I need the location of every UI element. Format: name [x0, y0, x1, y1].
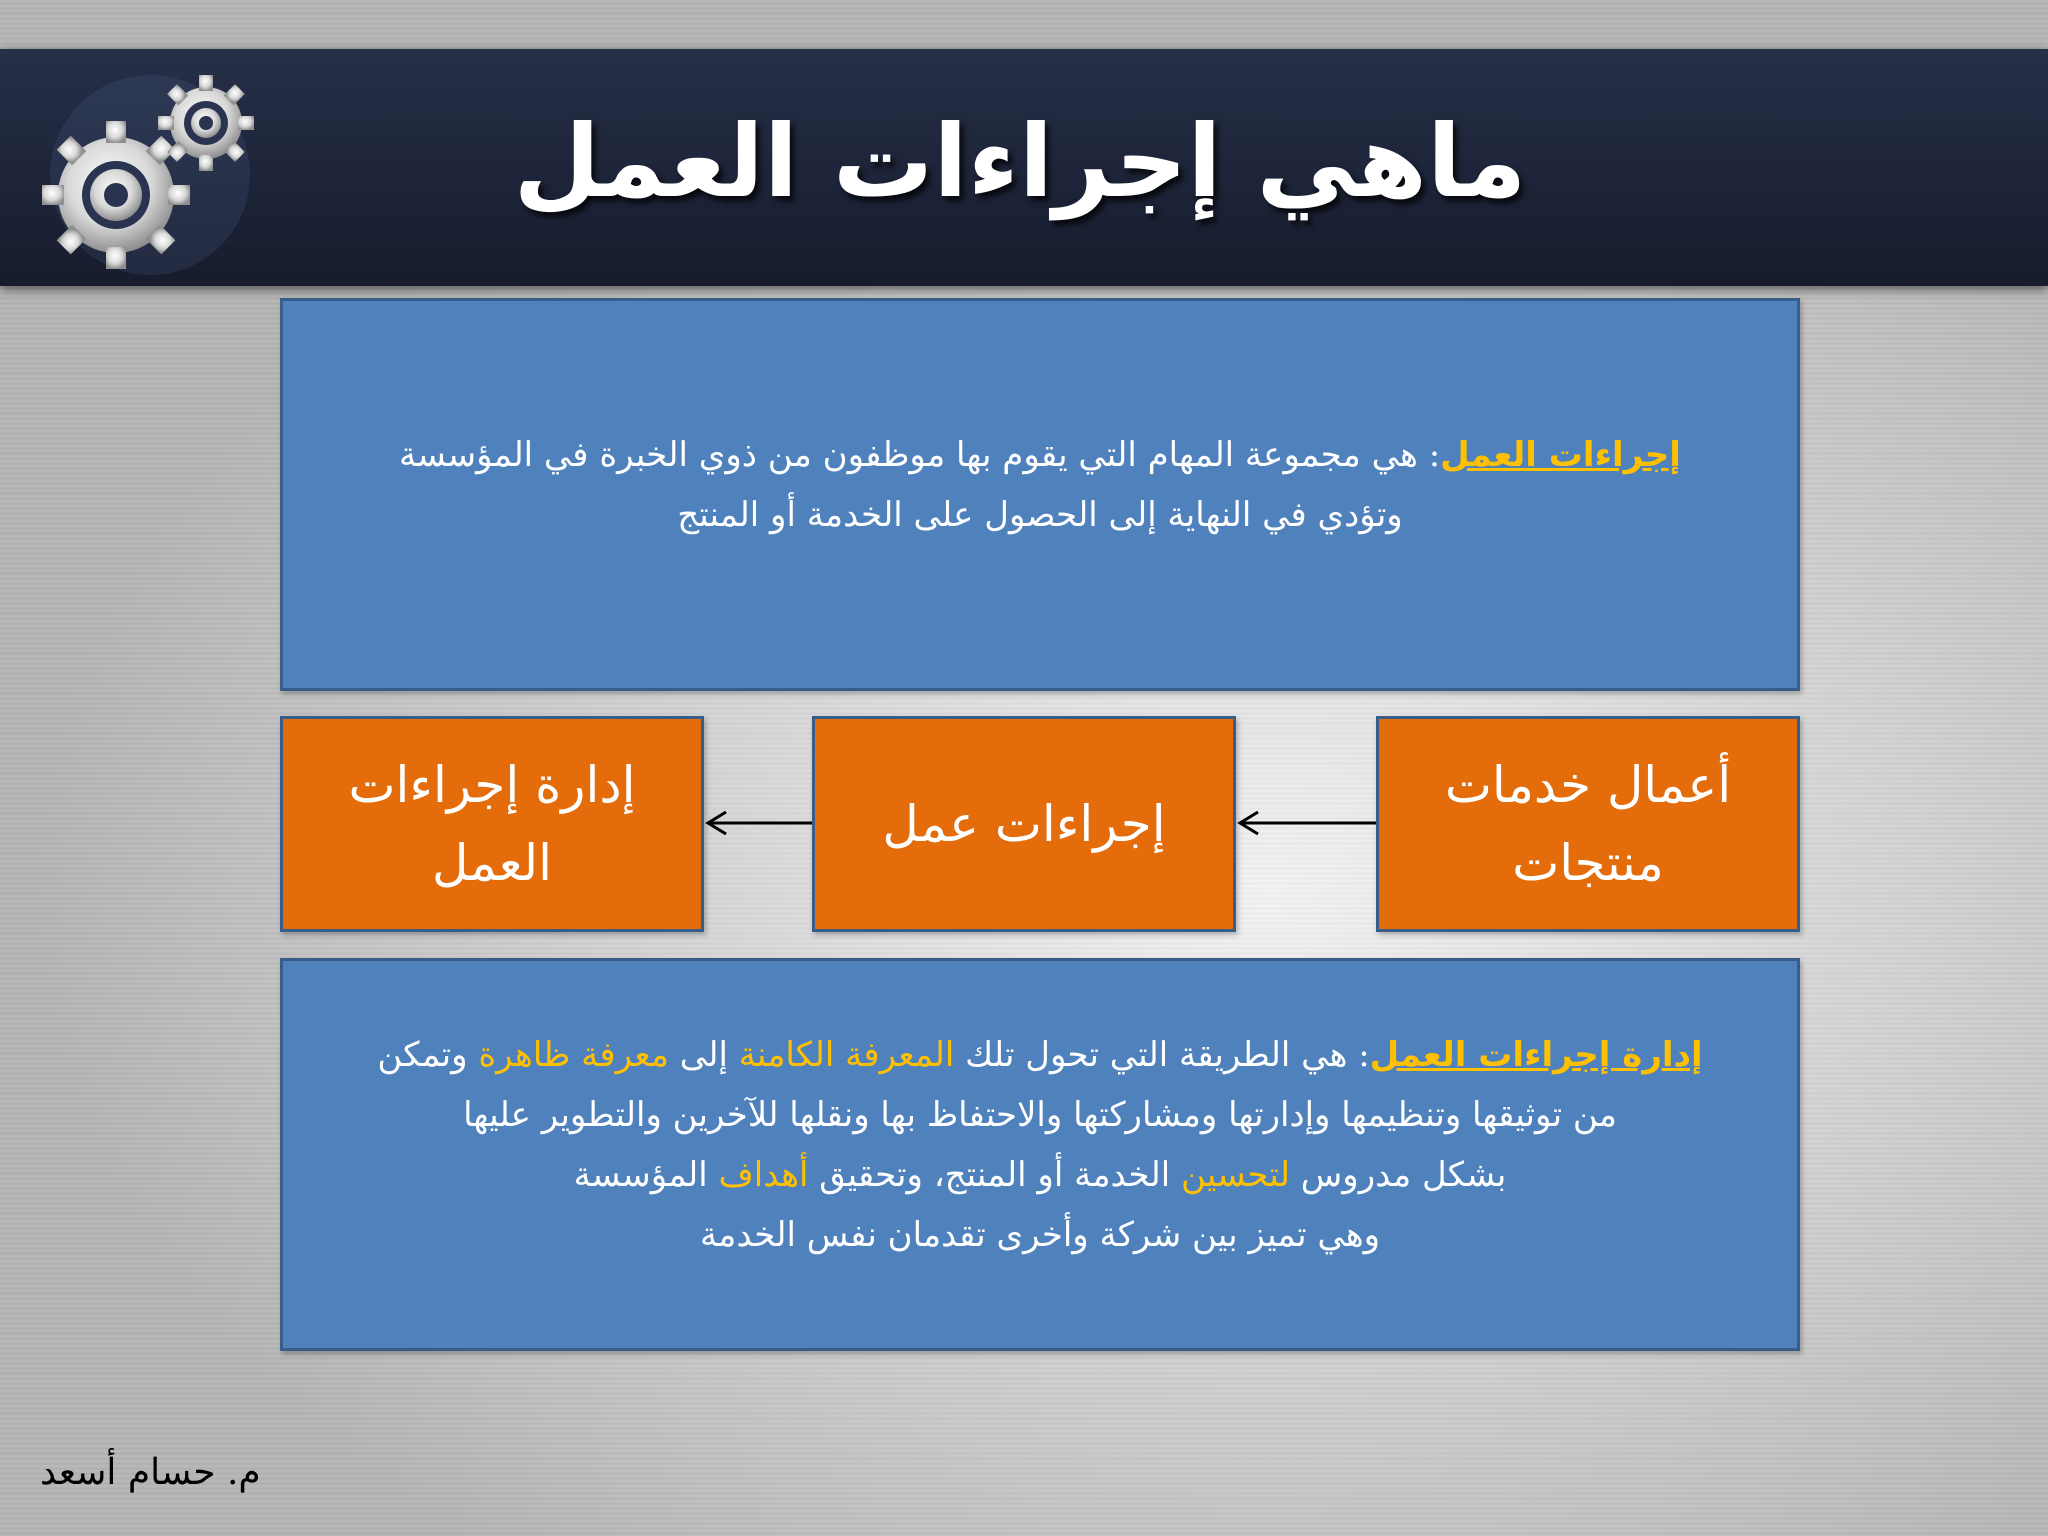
gears-icon	[10, 55, 290, 285]
arrow-left-icon	[1236, 810, 1376, 836]
management-line-1	[300, 1025, 1780, 1085]
management-seg-1: : هي الطريقة التي تحول تلك	[954, 1034, 1370, 1075]
management-line-2: من توثيقها وتنظيمها وإدارتها ومشاركتها والاحتفاظ بها ونقلها للآخرين والتطوير عليها	[463, 1094, 1617, 1135]
management-line-3-b: الخدمة أو المنتج، وتحقيق	[808, 1154, 1181, 1195]
definition-line-2: وتؤدي في النهاية إلى الحصول على الخدمة أو المنتج	[677, 494, 1403, 535]
management-definition-box	[280, 958, 1800, 1351]
definition-line-1-rest: : هي مجموعة المهام التي يقوم بها موظفون من ذوي الخبرة في المؤسسة	[399, 434, 1441, 475]
definition-text	[320, 425, 1760, 545]
author-credit: م. حسام أسعد	[40, 1452, 261, 1493]
flow-box-procedure-management	[280, 716, 704, 932]
flow-box-business-services	[1376, 716, 1800, 932]
management-seg-2: إلى	[668, 1034, 739, 1075]
highlight-explicit-knowledge: معرفة ظاهرة	[478, 1034, 669, 1075]
management-term: إدارة إجراءات العمل	[1369, 1034, 1703, 1075]
definition-line-1	[320, 425, 1760, 485]
flow-box-3-label: إدارة إجراءات العمل	[348, 756, 636, 892]
highlight-tacit-knowledge: المعرفة الكامنة	[738, 1034, 955, 1075]
management-line-4: وهي تميز بين شركة وأخرى تقدمان نفس الخدمة	[699, 1214, 1381, 1255]
definition-box	[280, 298, 1800, 691]
highlight-improve: لتحسين	[1180, 1154, 1290, 1195]
flow-box-business-procedures	[812, 716, 1236, 932]
management-seg-3: وتمكن	[377, 1034, 479, 1075]
management-line-3-c: المؤسسة	[573, 1154, 719, 1195]
slide-title: ماهي إجراءات العمل	[513, 103, 1527, 220]
highlight-goals: أهداف	[718, 1154, 809, 1195]
definition-term: إجراءات العمل	[1440, 434, 1681, 475]
management-line-3-a: بشكل مدروس	[1290, 1154, 1507, 1195]
management-line-3	[300, 1145, 1780, 1205]
arrow-left-icon	[704, 810, 812, 836]
flow-box-2-label: إجراءات عمل	[882, 795, 1166, 853]
flow-box-1-label: أعمال خدمات منتجات	[1444, 756, 1732, 892]
management-text	[300, 1025, 1780, 1265]
